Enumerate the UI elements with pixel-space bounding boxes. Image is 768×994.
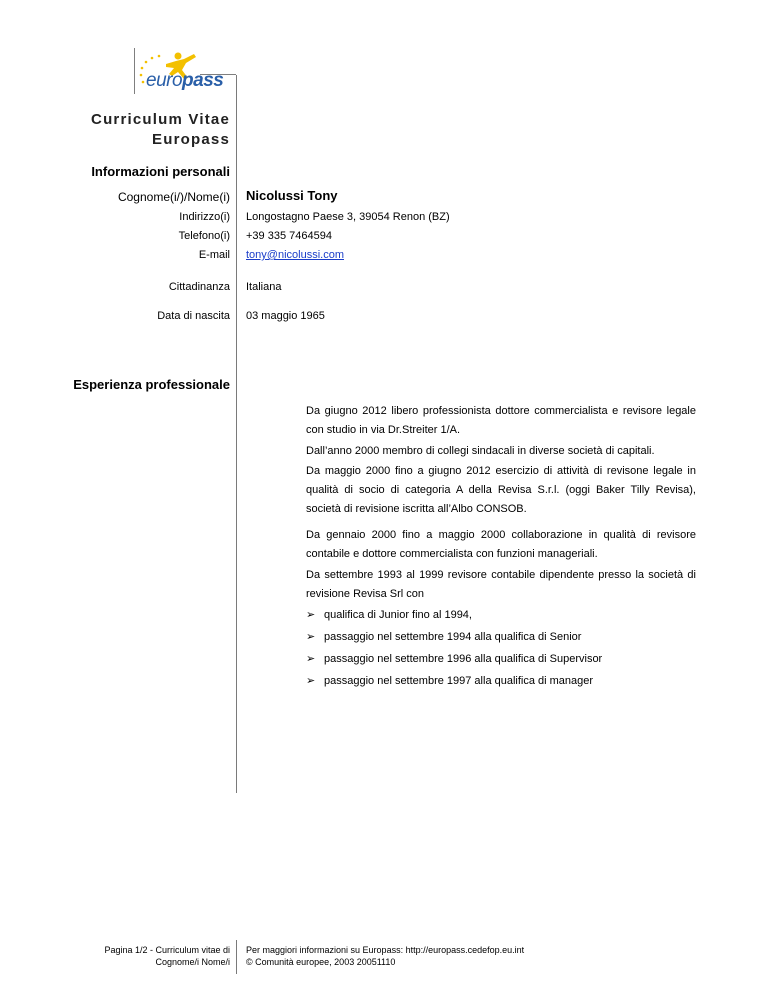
cv-title-line1: Curriculum Vitae (91, 111, 230, 128)
arrow-bullet-icon: ➢ (306, 631, 316, 643)
experience-bullet-list (306, 604, 696, 692)
arrow-bullet-icon: ➢ (306, 675, 316, 687)
section-title-experience: Esperienza professionale (73, 377, 230, 392)
experience-paragraph: Da gennaio 2000 fino a maggio 2000 collaborazione in qualità di revisore contabile e dottore commercialista con funzioni manageriali. (306, 529, 696, 560)
name-label: Cognome(i/)/Nome(i) (117, 190, 230, 204)
list-item (306, 670, 696, 692)
address-label: Indirizzo(i) (179, 211, 230, 223)
bullet-text: qualifica di Junior fino al 1994, (324, 609, 472, 621)
birth-date-label: Data di nascita (157, 310, 230, 322)
section-title-personal: Informazioni personali (91, 164, 230, 179)
footer-page-info (104, 944, 230, 968)
logo-frame-left (134, 48, 135, 94)
citizenship-value: Italiana (246, 281, 282, 293)
arrow-bullet-icon: ➢ (306, 653, 316, 665)
address-value: Longostagno Paese 3, 39054 Renon (BZ) (246, 211, 450, 223)
cv-title-line2: Europass (152, 131, 230, 148)
birth-date-value: 03 maggio 1965 (246, 310, 325, 322)
experience-paragraph: Da maggio 2000 fino a giugno 2012 esercizio di attività di revisone legale in qualità di socio di categoria A della Revisa S.r.l. (oggi Baker Tilly Revisa), società di revisione iscritta all’Albo CONSOB. (306, 465, 696, 515)
logo-text-light: euro (146, 70, 183, 91)
list-item (306, 604, 696, 626)
list-item (306, 648, 696, 670)
arrow-bullet-icon: ➢ (306, 609, 316, 621)
footer-left-line1: Pagina 1/2 - Curriculum vitae di (104, 945, 230, 955)
experience-paragraph: Da giugno 2012 libero professionista dottore commercialista e revisore legale con studio in via Dr.Streiter 1/A. (306, 405, 696, 436)
europass-logo (146, 70, 223, 92)
logo-text-bold: pass (182, 70, 224, 91)
email-label: E-mail (198, 249, 230, 261)
list-item (306, 626, 696, 648)
email-container (246, 249, 344, 261)
cv-title (91, 110, 230, 150)
bullet-text: passaggio nel settembre 1997 alla qualifica di manager (324, 675, 594, 687)
bullet-text: passaggio nel settembre 1996 alla qualifica di Supervisor (324, 653, 603, 665)
footer-info (246, 944, 524, 968)
name-value: Nicolussi Tony (246, 188, 338, 203)
citizenship-label: Cittadinanza (168, 281, 230, 293)
experience-paragraph: Da settembre 1993 al 1999 revisore contabile dipendente presso la società di revisione Revisa Srl con (306, 569, 696, 600)
experience-paragraph: Dall’anno 2000 membro di collegi sindacali in diverse società di capitali. (306, 445, 655, 457)
email-link[interactable]: tony@nicolussi.com (246, 249, 344, 261)
footer-right-line1: Per maggiori informazioni su Europass: http://europass.cedefop.eu.int (246, 945, 525, 955)
footer-left-line2: Cognome/i Nome/i (155, 957, 230, 967)
footer-right-line2: © Comunità europee, 2003 20051110 (246, 957, 396, 967)
phone-label: Telefono(i) (178, 230, 230, 242)
phone-value: +39 335 7464594 (246, 230, 332, 242)
column-divider (236, 75, 237, 793)
footer-divider (236, 940, 237, 974)
bullet-text: passaggio nel settembre 1994 alla qualifica di Senior (324, 631, 582, 643)
